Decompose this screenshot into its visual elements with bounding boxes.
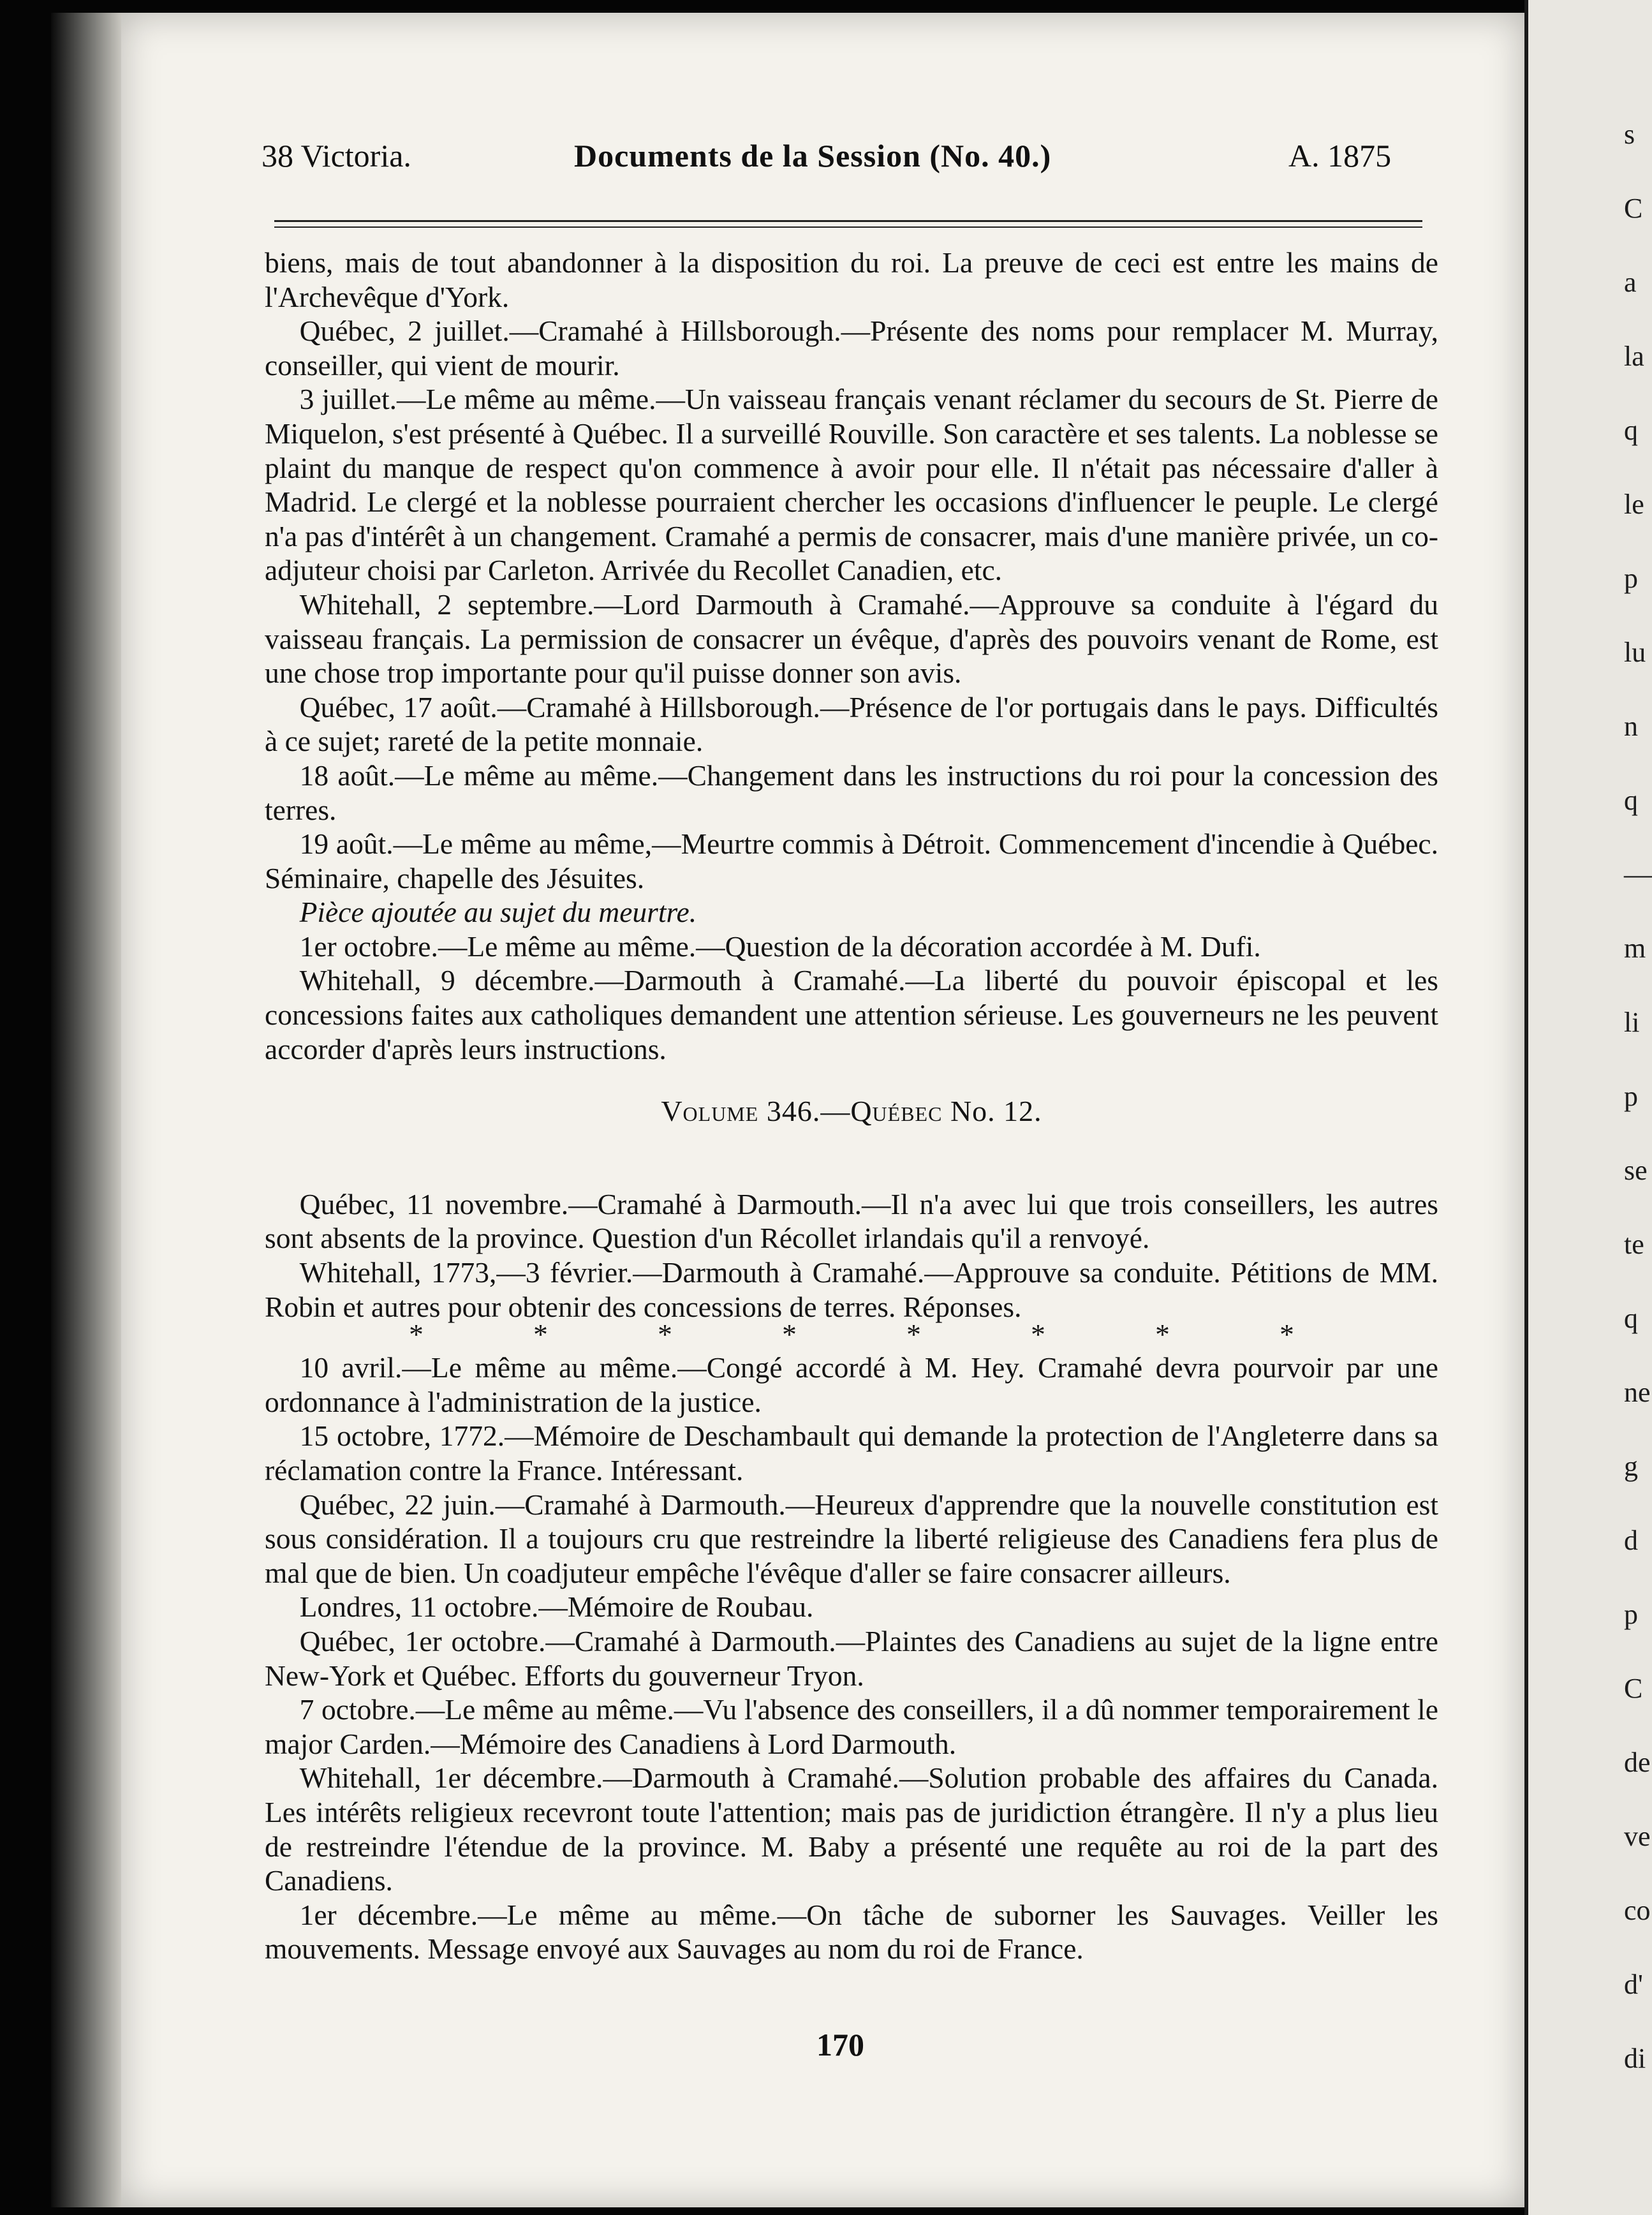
header-volume: 38 Victoria. (262, 138, 411, 174)
adjacent-page-fragment: di (1624, 2043, 1646, 2074)
adjacent-page-fragment: p (1624, 1599, 1638, 1630)
adjacent-page-fragment: C (1624, 193, 1643, 224)
paragraph: 1er décembre.—Le même au même.—On tâche de suborner les Sauvages. Veiller les mouvements. Message envoyé aux Sauvages au nom du roi de France. (265, 1898, 1438, 1966)
binding-gutter (51, 13, 121, 2207)
paragraph: Pièce ajoutée au sujet du meurtre. (299, 896, 697, 929)
paragraph: 3 juillet.—Le même au même.—Un vaisseau français venant réclamer du secours de St. Pierre de Miquelon, s'est présenté à Québec. Il a surveillé Rouville. Son caractère et ses talents. La noblesse se plaint du manque de respect qu'on commence à avoir pour elle. Il n'était pas nécessaire d'aller à Madrid. Le clergé et la noblesse pourraient chercher les occasions d'influencer le peuple. Le clergé n'a pas d'intérêt à un changement. Cramahé a permis de consacrer, mais d'une manière privée, un co-adjuteur choisi par Carleton. Arrivée du Recollet Canadien, etc. (265, 383, 1438, 587)
paragraph: 10 avril.—Le même au même.—Congé accordé à M. Hey. Cramahé devra pourvoir par une ordonnance à l'administration de la justice. (265, 1351, 1438, 1418)
asterisk: * (906, 1318, 921, 1351)
paragraph: 19 août.—Le même au même,—Meurtre commis à Détroit. Commencement d'incendie à Québec. Séminaire, chapelle des Jésuites. (265, 827, 1438, 894)
header-year: A. 1875 (1288, 138, 1392, 174)
asterisk: * (1031, 1318, 1045, 1351)
adjacent-page-fragment: te (1624, 1229, 1644, 1260)
paragraph: 15 octobre, 1772.—Mémoire de Deschambault qui demande la protection de l'Angleterre dans sa réclamation contre la France. Intéressant. (265, 1419, 1438, 1486)
paragraph: Whitehall, 2 septembre.—Lord Darmouth à Cramahé.—Approuve sa conduite à l'égard du vaisseau français. La permission de consacrer un évêque, d'après des pouvoirs venant de Rome, est une chose trop importante pour qu'il puisse donner son avis. (265, 588, 1438, 690)
adjacent-page-fragment: s (1624, 119, 1635, 150)
adjacent-page-fragment: n (1624, 711, 1638, 742)
adjacent-page-fragment: p (1624, 563, 1638, 594)
adjacent-page-fragment: de (1624, 1747, 1651, 1778)
paragraph: Londres, 11 octobre.—Mémoire de Roubau. (299, 1590, 814, 1624)
adjacent-page-fragment: a (1624, 267, 1637, 298)
adjacent-page-fragment: se (1624, 1155, 1648, 1186)
paragraph: 1er octobre.—Le même au même.—Question de la décoration accordée à M. Dufi. (299, 930, 1261, 963)
paragraph: Whitehall, 1er décembre.—Darmouth à Cramahé.—Solution probable des affaires du Canada. Les intérêts religieux recevront toute l'attention; mais pas de juridiction étrangère. Il n'y a plus lieu de restreindre l'étendue de la province. M. Baby a présenté une requête au roi de la part des Canadiens. (265, 1761, 1438, 1897)
adjacent-page-fragment: ne (1624, 1377, 1651, 1408)
paragraph: Québec, 17 août.—Cramahé à Hillsborough.—Présence de l'or portugais dans le pays. Difficultés à ce sujet; rareté de la petite monnaie. (265, 690, 1438, 758)
asterisk: * (782, 1318, 797, 1351)
adjacent-page-fragment: ve (1624, 1821, 1651, 1852)
paragraph: 18 août.—Le même au même.—Changement dans les instructions du roi pour la concession des terres. (265, 759, 1438, 826)
asterisk: * (1280, 1318, 1294, 1351)
adjacent-page-fragment: co (1624, 1895, 1651, 1926)
paragraph: 7 octobre.—Le même au même.—Vu l'absence des conseillers, il a dû nommer temporairement le major Carden.—Mémoire des Canadiens à Lord Darmouth. (265, 1693, 1438, 1760)
paragraph-group-3 (265, 1351, 1438, 1966)
paragraph-group-1 (265, 246, 1438, 1066)
adjacent-page-fragment: p (1624, 1081, 1638, 1112)
adjacent-page-fragment: — (1624, 859, 1652, 890)
asterisk: * (1155, 1318, 1170, 1351)
volume-heading (265, 1094, 1438, 1129)
page-number: 170 (816, 2027, 864, 2063)
adjacent-page-fragment: la (1624, 341, 1644, 372)
adjacent-page-fragment: d (1624, 1525, 1638, 1556)
adjacent-page-fragment: q (1624, 1303, 1638, 1334)
paragraph: Québec, 1er octobre.—Cramahé à Darmouth.—Plaintes des Canadiens au sujet de la ligne entre New-York et Québec. Efforts du gouverneur Tryon. (265, 1624, 1438, 1692)
paragraph: Québec, 22 juin.—Cramahé à Darmouth.—Heureux d'apprendre que la nouvelle constitution est sous considération. Il a toujours cru que restreindre la liberté religieuse des Canadiens fera plus de mal que de bien. Un coadjuteur empêche l'évêque d'aller se faire consacrer ailleurs. (265, 1488, 1438, 1589)
document-body (265, 246, 1438, 1966)
paragraph: Whitehall, 9 décembre.—Darmouth à Cramahé.—La liberté du pouvoir épiscopal et les concessions faites aux catholiques demandent une attention sérieuse. Les gouverneurs ne les peuvent accorder d'après leurs instructions. (265, 964, 1438, 1065)
adjacent-page-fragment: d' (1624, 1969, 1643, 2000)
paragraph: Québec, 2 juillet.—Cramahé à Hillsborough.—Présente des noms pour remplacer M. Murray, conseiller, qui vient de mourir. (265, 315, 1438, 382)
paragraph: Whitehall, 1773,—3 février.—Darmouth à Cramahé.—Approuve sa conduite. Pétitions de MM. Robin et autres pour obtenir des concessions de terres. Réponses. (265, 1256, 1438, 1323)
volume-heading-suffix: No. 12. (950, 1095, 1042, 1128)
asterisk: * (658, 1318, 672, 1351)
volume-heading-number: 346.— (766, 1095, 851, 1128)
volume-heading-prefix: Volume (661, 1095, 759, 1128)
adjacent-page-fragment: g (1624, 1451, 1638, 1482)
asterisk-separator (265, 1318, 1438, 1351)
header-rule-top (274, 220, 1422, 222)
adjacent-page-edge (1524, 0, 1652, 2215)
adjacent-page-fragment: q (1624, 415, 1638, 446)
paragraph: biens, mais de tout abandonner à la disposition du roi. La preuve de ceci est entre les mains de l'Archevêque d'York. (265, 246, 1438, 313)
header-title: Documents de la Session (No. 40.) (574, 138, 1052, 174)
paragraph: Québec, 11 novembre.—Cramahé à Darmouth.—Il n'a avec lui que trois conseillers, les autres sont absents de la province. Question d'un Récollet irlandais qu'il a renvoyé. (265, 1187, 1438, 1255)
adjacent-page-fragment: C (1624, 1673, 1643, 1704)
asterisk: * (409, 1318, 424, 1351)
adjacent-page-fragment: q (1624, 785, 1638, 816)
paragraph-group-2 (265, 1187, 1438, 1324)
adjacent-page-fragment: li (1624, 1007, 1640, 1038)
adjacent-page-fragment: lu (1624, 637, 1646, 668)
volume-heading-place: Québec (850, 1095, 943, 1128)
header-rule-bottom (274, 226, 1422, 228)
adjacent-page-fragment: le (1624, 489, 1644, 520)
adjacent-page-fragment: m (1624, 933, 1646, 964)
asterisk: * (533, 1318, 548, 1351)
running-header (262, 137, 1429, 182)
